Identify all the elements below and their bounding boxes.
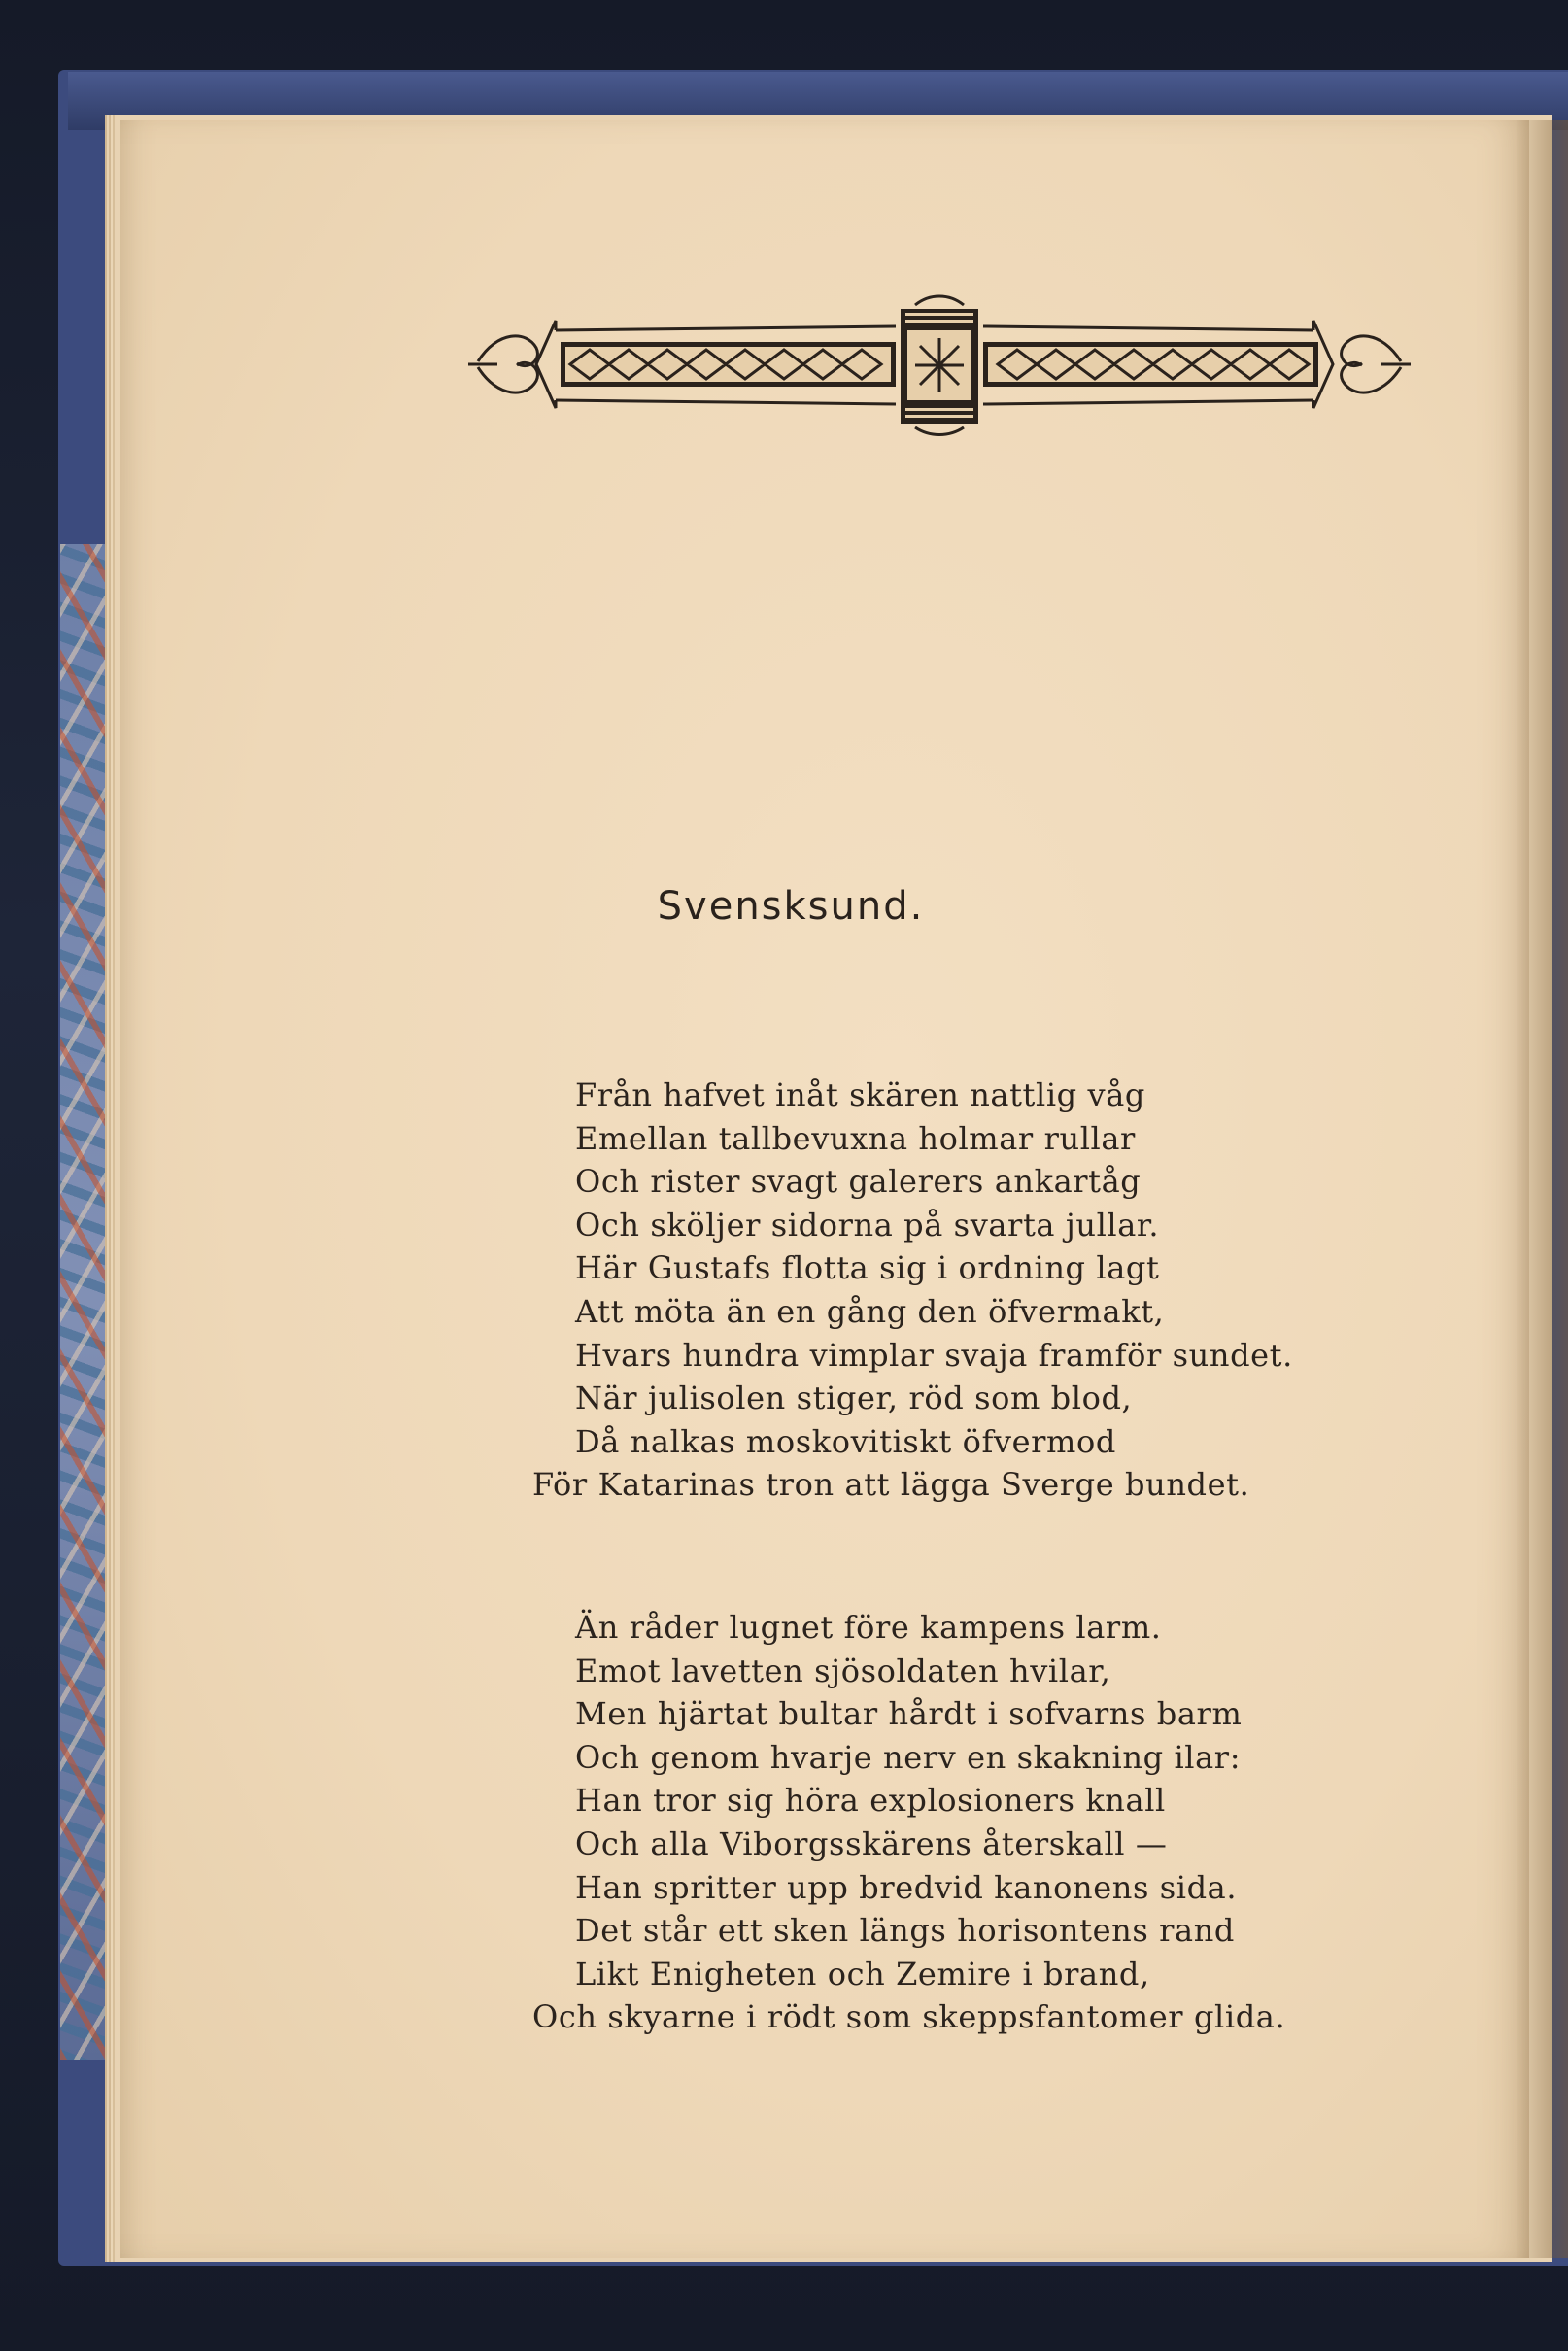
poem-line: Och sköljer sidorna på svarta jullar. (575, 1206, 1160, 1244)
poem-line: Från hafvet inåt skären nattlig våg (575, 1076, 1145, 1113)
poem-line: Här Gustafs flotta sig i ordning lagt (575, 1249, 1160, 1287)
decorative-headpiece-ornament (468, 291, 1411, 437)
poem-line: Då nalkas moskovitiskt öfvermod (575, 1422, 1116, 1460)
poem-line: Hvars hundra vimplar svaja framför sundet. (575, 1336, 1293, 1374)
poem-line: Men hjärtat bultar hårdt i sofvarns barm (575, 1695, 1243, 1733)
poem-line: Än råder lugnet före kampens larm. (575, 1609, 1162, 1646)
poem-line: Emot lavetten sjösoldaten hvilar, (575, 1652, 1111, 1689)
poem-title: Svensksund. (657, 884, 925, 929)
poem-line: Och rister svagt galerers ankartåg (575, 1163, 1142, 1201)
poem-line: Och alla Viborgsskärens återskall — (575, 1825, 1168, 1862)
poem-line: Det står ett sken längs horisontens rand (575, 1912, 1235, 1950)
poem-line: Att möta än en gång den öfvermakt, (575, 1293, 1165, 1330)
poem-line: Emellan tallbevuxna holmar rullar (575, 1119, 1136, 1157)
poem-line: När julisolen stiger, röd som blod, (575, 1380, 1133, 1417)
poem-line: Han spritter upp bredvid kanonens sida. (575, 1868, 1238, 1906)
gutter-shadow (1516, 120, 1568, 2258)
marbled-endpaper (60, 544, 119, 2060)
poem-line: Likt Enigheten och Zemire i brand, (575, 1955, 1150, 1993)
poem-line: Och skyarne i rödt som skeppsfantomer glida. (532, 1998, 1286, 2036)
poem-line: Och genom hvarje nerv en skakning ilar: (575, 1738, 1242, 1776)
poem-line: Han tror sig höra explosioners knall (575, 1782, 1166, 1820)
poem-line: För Katarinas tron att lägga Sverge bundet. (532, 1466, 1250, 1504)
